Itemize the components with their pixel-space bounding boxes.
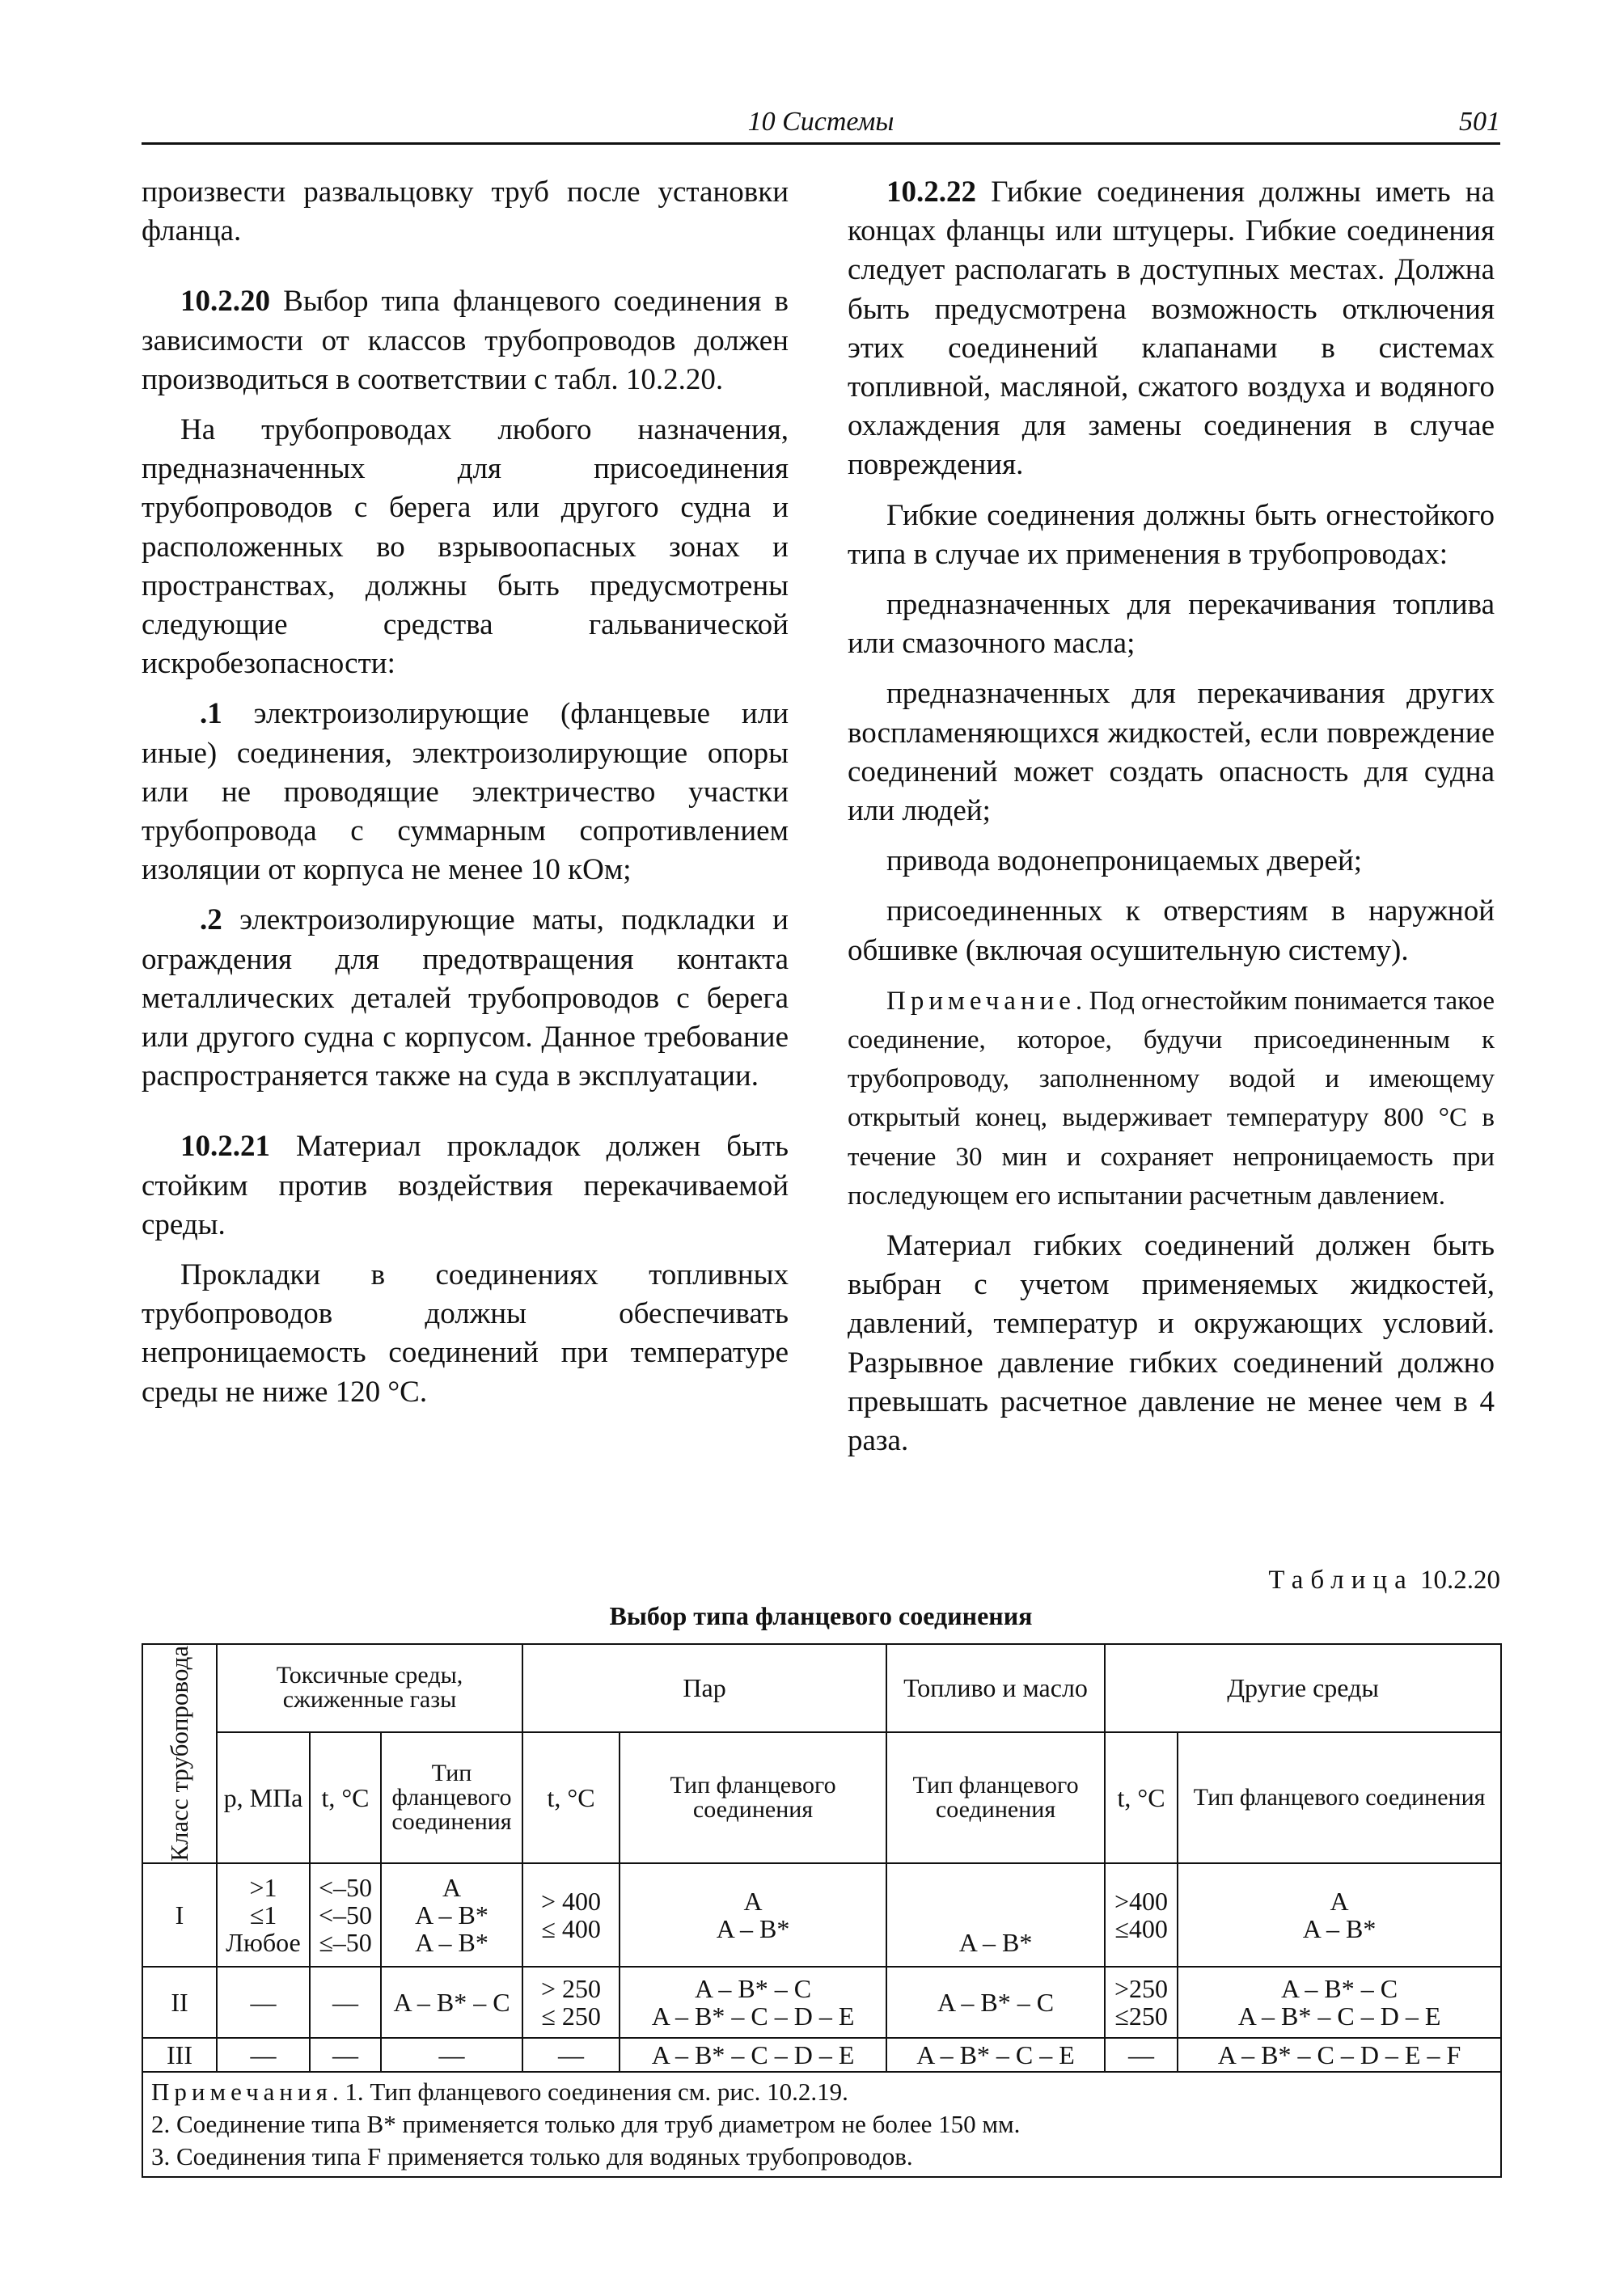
cell-pressure: — (217, 1967, 310, 2038)
cell-steam-type: A – B* – C A – B* – C – D – E (620, 1967, 886, 2038)
cell-temperature: — (310, 2038, 381, 2072)
header-type: Тип фланцевого соединения (886, 1732, 1105, 1863)
header-toxic: Токсичные среды, сжиженные газы (217, 1644, 522, 1732)
cell-fuel-type: A – B* – C (886, 1967, 1105, 2038)
cell-steam-type: A A – B* (620, 1863, 886, 1967)
item-number: .1 (200, 697, 222, 731)
cell-fuel-type: A – B* – C – E (886, 2038, 1105, 2072)
cell-pressure: — (217, 2038, 310, 2072)
cell-steam-temperature: — (522, 2038, 620, 2072)
cell-other-temperature: >400 ≤400 (1105, 1863, 1178, 1967)
flange-table (142, 1643, 1502, 2178)
paragraph: присоединенных к отверстиям в наружной обшивке (включая осушительную систему). (848, 894, 1495, 967)
header-type: Тип фланцевого соединения (1178, 1732, 1501, 1863)
table-caption (1268, 1566, 1500, 1596)
page-number: 501 (1459, 107, 1500, 137)
item-number: .2 (200, 903, 222, 937)
header-type: Тип фланцевого соединения (620, 1732, 886, 1863)
clause-number: 10.2.20 (180, 285, 270, 319)
paragraph: На трубопроводах любого назначения, предназначенных для присоединения трубопроводов с берега или другого судна и расположенных во взрывоопасных зонах и пространствах, должны быть предусмотрены следующие средства гальванической искробезопасности: (142, 413, 789, 681)
right-column (848, 173, 1495, 1460)
paragraph-10-2-21 (142, 1127, 789, 1245)
header-fuel: Топливо и масло (886, 1644, 1105, 1732)
note-label: Примечание (886, 986, 1076, 1016)
paragraph: предназначенных для перекачивания других воспламеняющихся жидкостей, если повреждение соединений может создать опасность для судна или людей; (848, 677, 1495, 828)
clause-text: Выбор типа фланцевого соединения в зависимости от классов трубопроводов должен производиться в соответствии с табл. 10.2.20. (142, 285, 789, 396)
table-title: Выбор типа фланцевого соединения (609, 1601, 1033, 1630)
cell-other-type: A A – B* (1178, 1863, 1501, 1967)
clause-number: 10.2.21 (180, 1130, 270, 1164)
header-pressure: p, МПа (217, 1732, 310, 1863)
header-class: Класс трубопровода (142, 1644, 217, 1863)
header-steam: Пар (522, 1644, 886, 1732)
note-text: . Под огнестойким понимается такое соединение, которое, будучи присоединенным к трубопроводу, заполненному водой и имеющему открытый конец, выдерживает температуру 800 °С в течение 30 мин и сохраняет непроницаемость при последующем его испытании расчетным давлением. (848, 986, 1495, 1211)
header-temperature: t, °С (1105, 1732, 1178, 1863)
item-text: электроизолирующие маты, подкладки и ограждения для предотвращения контакта металлических деталей трубопроводов с берега или другого судна с корпусом. Данное требование распространяется также на суда в эксплуатации. (142, 903, 789, 1093)
table-caption-label: Таблица (1268, 1566, 1414, 1595)
paragraph: Гибкие соединения должны быть огнестойкого типа в случае их применения в трубопроводах: (848, 498, 1495, 571)
table-note-3: 3. Соединения типа F применяется только для водяных трубопроводов. (151, 2141, 913, 2171)
paragraph: привода водонепроницаемых дверей; (886, 844, 1363, 878)
table-row (142, 1967, 1501, 2038)
header-temperature: t, °С (310, 1732, 381, 1863)
header-temperature: t, °С (522, 1732, 620, 1863)
paragraph: предназначенных для перекачивания топлива или смазочного масла; (848, 588, 1495, 661)
table-row (142, 1863, 1501, 1967)
cell-fuel-type: A – B* (886, 1863, 1105, 1967)
cell-steam-temperature: > 400 ≤ 400 (522, 1863, 620, 1967)
cell-other-temperature: >250 ≤250 (1105, 1967, 1178, 2038)
left-column (142, 173, 789, 1412)
clause-text: Материал прокладок должен быть стойким против воздействия перекачиваемой среды. (142, 1130, 789, 1241)
table-caption-number: 10.2.20 (1420, 1566, 1500, 1595)
cell-other-type: A – B* – C – D – E – F (1178, 2038, 1501, 2072)
clause-number: 10.2.22 (886, 175, 976, 209)
paragraph-10-2-20 (142, 282, 789, 399)
paragraph: произвести развальцовку труб после установки фланца. (142, 175, 789, 248)
cell-steam-temperature: > 250 ≤ 250 (522, 1967, 620, 2038)
table-notes (142, 2072, 1501, 2177)
cell-other-type: A – B* – C A – B* – C – D – E (1178, 1967, 1501, 2038)
cell-class: III (142, 2038, 217, 2072)
cell-type: A A – B* A – B* (381, 1863, 522, 1967)
header-other: Другие среды (1105, 1644, 1501, 1732)
table-note-2: 2. Соединение типа B* применяется только для труб диаметром не более 150 мм. (151, 2109, 1021, 2138)
cell-class: II (142, 1967, 217, 2038)
chapter-title: 10 Системы (747, 107, 894, 137)
clause-text: Гибкие соединения должны иметь на концах фланцы или штуцеры. Гибкие соединения следует располагать в доступных местах. Должна быть предусмотрена возможность отключения этих соединений клапанами в системах топливной, масляной, сжатого воздуха и водяного охлаждения для замены соединения в случае повреждения. (848, 175, 1495, 482)
header-type: Тип фланцевого соединения (381, 1732, 522, 1863)
cell-type: — (381, 2038, 522, 2072)
cell-other-temperature: — (1105, 2038, 1178, 2072)
running-header (142, 104, 1500, 145)
cell-class: I (142, 1863, 217, 1967)
list-item-1 (142, 695, 789, 890)
paragraph: Материал гибких соединений должен быть выбран с учетом применяемых жидкостей, давлений, температур и окружающих условий. Разрывное давление гибких соединений должно превышать расчетное давление не менее чем в 4 раза. (848, 1229, 1495, 1458)
paragraph-10-2-22 (848, 173, 1495, 485)
list-item-2 (142, 901, 789, 1096)
table-row (142, 2038, 1501, 2072)
cell-temperature: <–50 <–50 ≤–50 (310, 1863, 381, 1967)
cell-type: A – B* – C (381, 1967, 522, 2038)
item-text: электроизолирующие (фланцевые или иные) соединения, электроизолирующие опоры или не проводящие электричество участки трубопровода с суммарным сопротивлением изоляции от корпуса не менее 10 кОм; (142, 697, 789, 887)
cell-steam-type: A – B* – C – D – E (620, 2038, 886, 2072)
cell-pressure: >1 ≤1 Любое (217, 1863, 310, 1967)
table-note-1: Примечания. 1. Тип фланцевого соединения см. рис. 10.2.19. (151, 2077, 848, 2106)
cell-temperature: — (310, 1967, 381, 2038)
note (848, 982, 1495, 1215)
table-notes-row (142, 2072, 1501, 2177)
paragraph: Прокладки в соединениях топливных трубопроводов должны обеспечивать непроницаемость соединений при температуре среды не ниже 120 °С. (142, 1258, 789, 1409)
